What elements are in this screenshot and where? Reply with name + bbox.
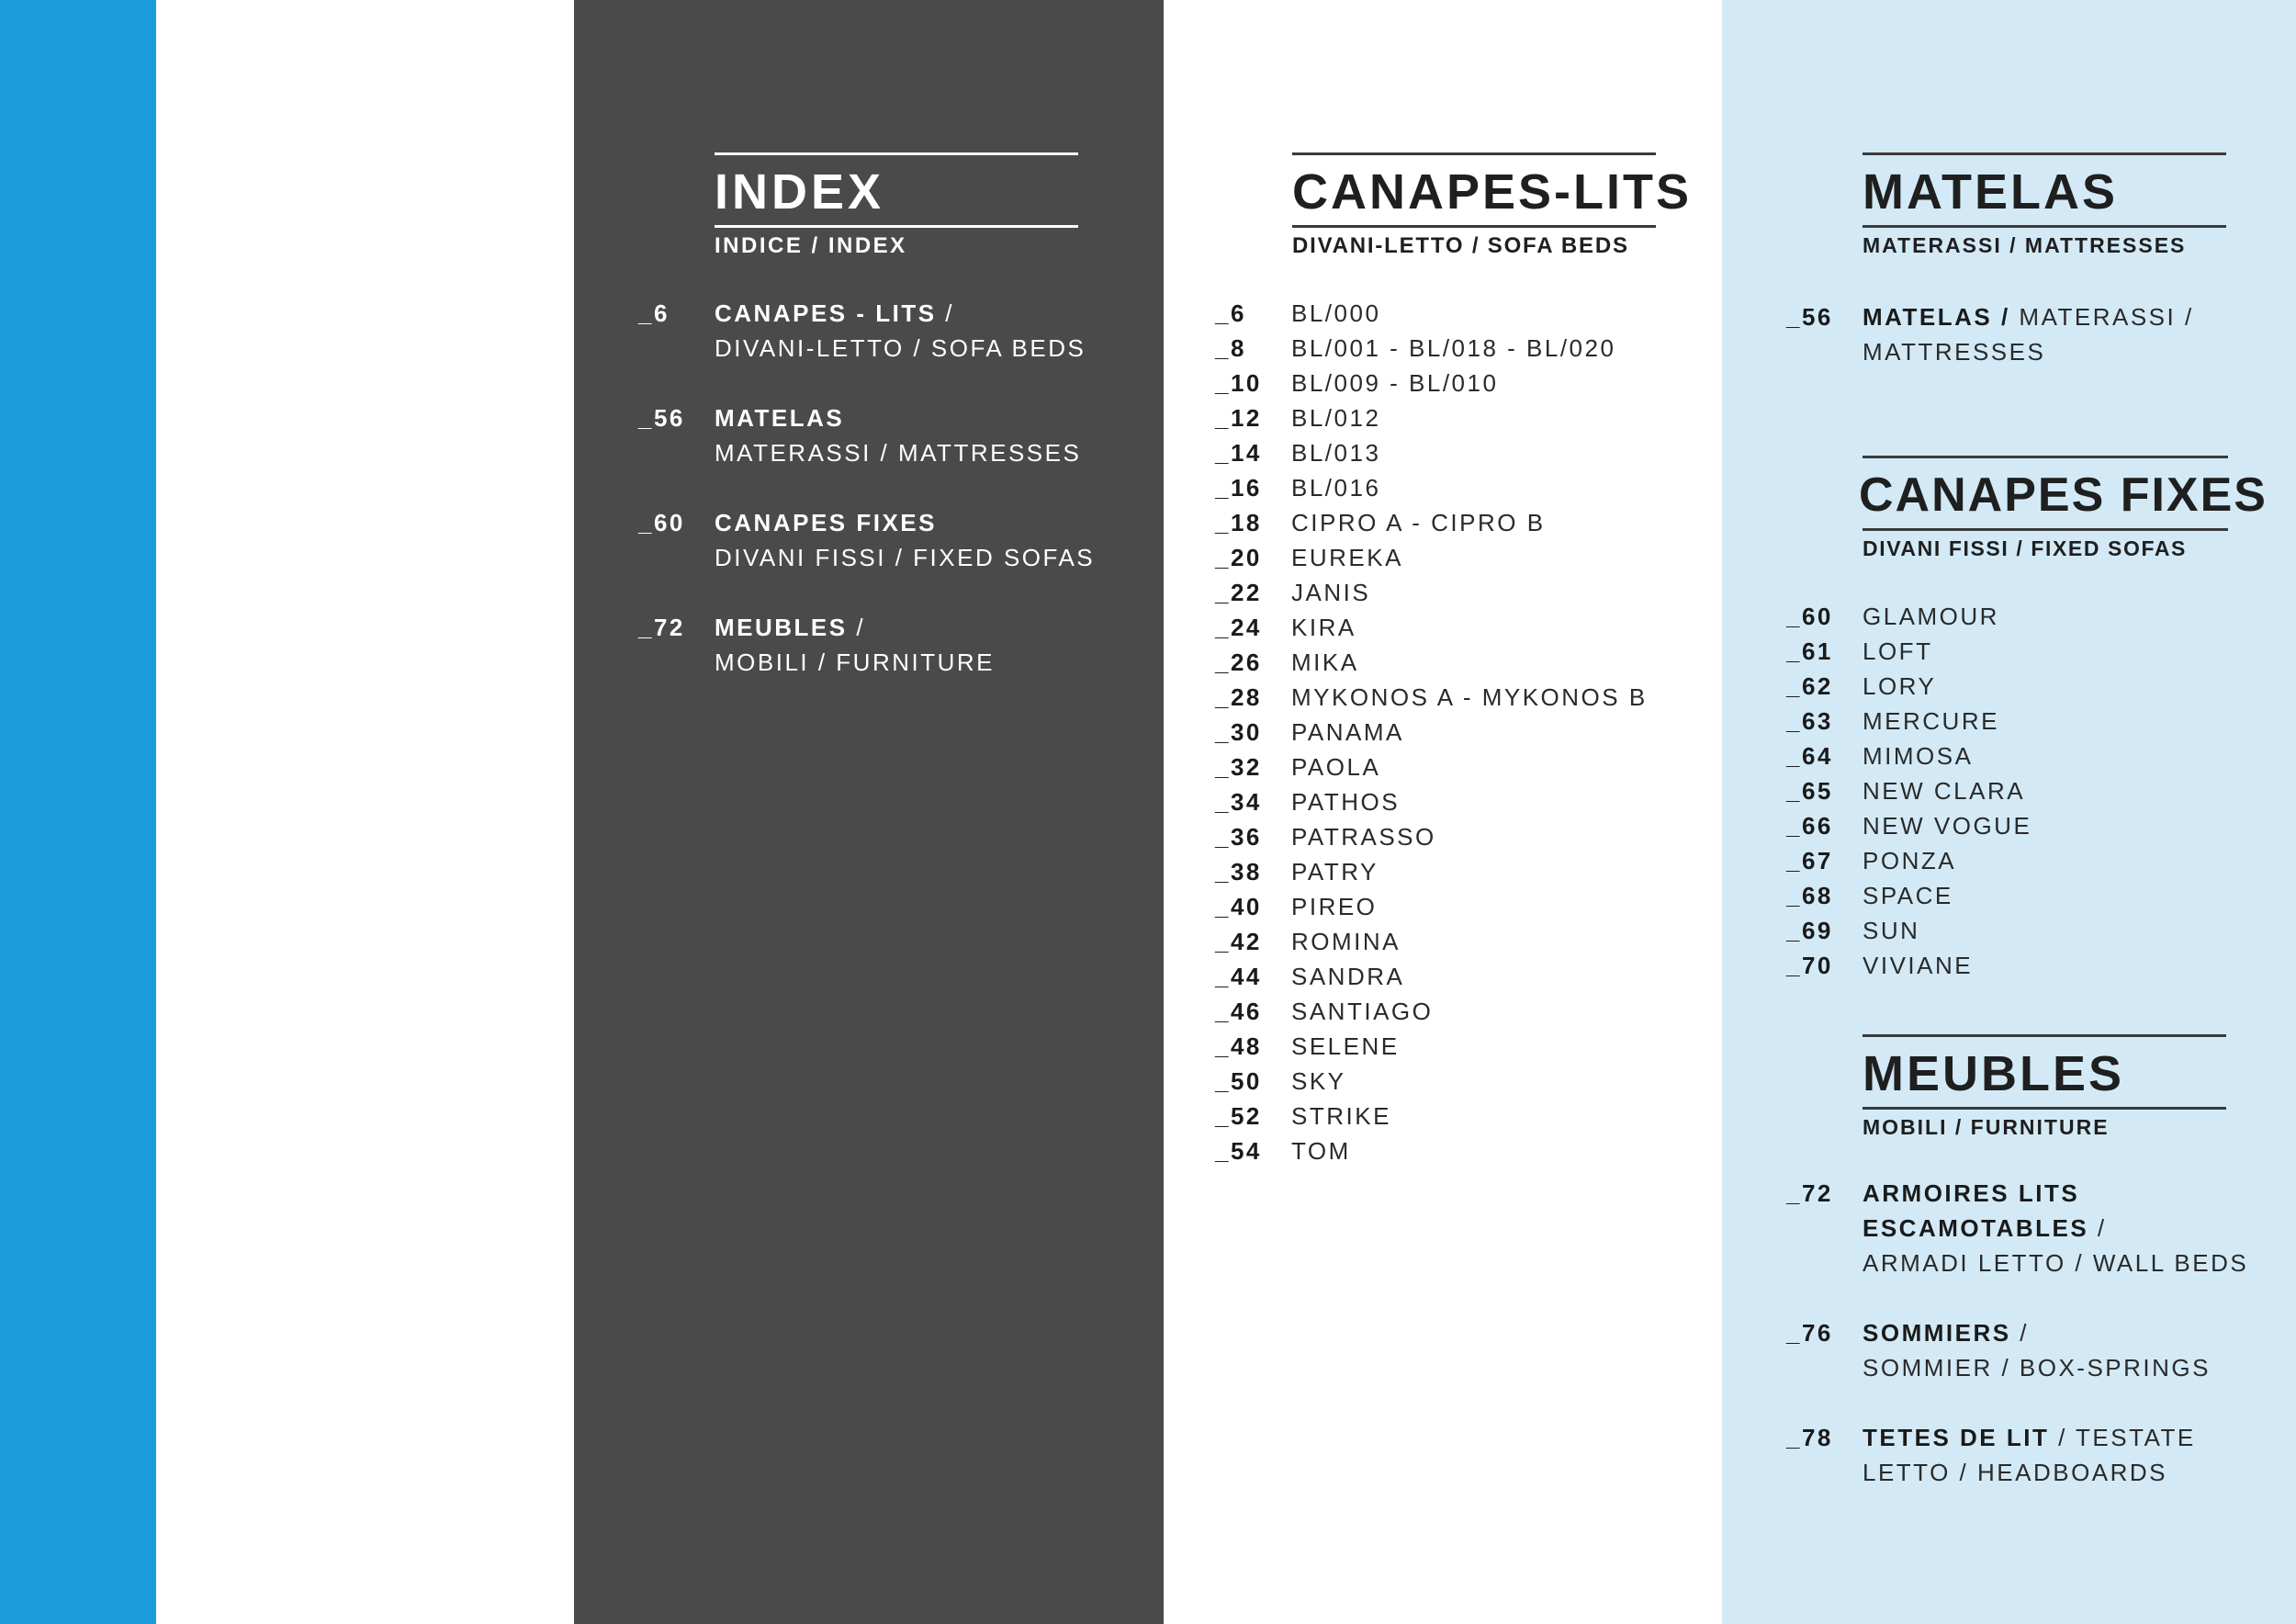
fixed-sofas-title: CANAPES FIXES (1859, 468, 2268, 522)
item-name: PATRY (1291, 858, 1379, 885)
page-number: _14 (1215, 439, 1262, 467)
header-rule (1292, 225, 1656, 228)
mattresses-entry[interactable] (1786, 299, 2273, 369)
item-name: SANTIAGO (1291, 998, 1434, 1025)
list-item[interactable] (1215, 750, 1716, 784)
item-name: SUN (1863, 917, 1920, 944)
entry-subtitle: DIVANI-LETTO / SOFA BEDS (715, 334, 1086, 362)
page-number: _6 (638, 299, 670, 327)
page-number: _61 (1786, 637, 1833, 665)
entry-subtitle: LETTO / HEADBOARDS (1863, 1459, 2168, 1486)
entry-title-continued: ESCAMOTABLES (1863, 1214, 2089, 1242)
mattresses-title: MATELAS (1863, 164, 2118, 220)
page-number: _36 (1215, 823, 1262, 851)
item-name: BL/016 (1291, 474, 1381, 502)
index-list (638, 296, 1153, 680)
page-number: _52 (1215, 1102, 1262, 1130)
white-band (156, 0, 574, 1624)
entry-subtitle: MATTRESSES (1863, 338, 2046, 366)
mattresses-header (1863, 152, 2226, 258)
page-number: _32 (1215, 753, 1262, 781)
header-rule (1863, 1034, 2226, 1037)
page-number: _22 (1215, 579, 1262, 606)
header-rule (1863, 152, 2226, 155)
page-number: _30 (1215, 718, 1262, 746)
item-name: MERCURE (1863, 707, 1999, 735)
item-name: PONZA (1863, 847, 1957, 874)
index-entry[interactable] (638, 610, 1153, 680)
item-name: BL/001 - BL/018 - BL/020 (1291, 334, 1616, 362)
page-number: _24 (1215, 614, 1262, 641)
entry-subtitle: MOBILI / FURNITURE (715, 648, 996, 676)
list-item[interactable] (1215, 400, 1716, 435)
page-number: _56 (638, 404, 685, 432)
furniture-header (1863, 1034, 2226, 1140)
page-number: _60 (638, 509, 685, 536)
entry-title: MATELAS / (1863, 303, 2010, 331)
list-item[interactable] (1786, 634, 2273, 669)
header-rule (1863, 528, 2228, 531)
page-number: _60 (1786, 603, 1833, 630)
page-number: _10 (1215, 369, 1262, 397)
furniture-entry[interactable] (1786, 1420, 2291, 1490)
mattresses-subtitle: MATERASSI / MATTRESSES (1863, 233, 2187, 257)
page-number: _66 (1786, 812, 1833, 840)
fixed-sofas-header (1859, 456, 2268, 561)
item-name: MIMOSA (1863, 742, 1974, 770)
item-name: BL/000 (1291, 299, 1381, 327)
list-item[interactable] (1786, 913, 2273, 948)
entry-title: MATELAS (715, 404, 845, 432)
header-rule (715, 225, 1078, 228)
list-item[interactable] (1215, 435, 1716, 470)
item-name: NEW CLARA (1863, 777, 2026, 805)
list-item[interactable] (1215, 1099, 1716, 1133)
item-name: BL/012 (1291, 404, 1381, 432)
list-item[interactable] (1215, 854, 1716, 889)
page-number: _50 (1215, 1067, 1262, 1095)
page-number: _72 (638, 614, 685, 641)
header-rule (715, 152, 1078, 155)
page-number: _65 (1786, 777, 1833, 805)
list-item[interactable] (1215, 645, 1716, 680)
item-name: CIPRO A - CIPRO B (1291, 509, 1546, 536)
mattresses-list (1786, 299, 2273, 369)
list-item[interactable] (1215, 924, 1716, 959)
index-header (715, 152, 1078, 259)
entry-title: MEUBLES (715, 614, 848, 641)
list-item[interactable] (1215, 819, 1716, 854)
list-item[interactable] (1786, 669, 2273, 704)
list-item[interactable] (1215, 680, 1716, 715)
list-item[interactable] (1215, 366, 1716, 400)
list-item[interactable] (1215, 296, 1716, 331)
list-item[interactable] (1215, 470, 1716, 505)
header-rule (1863, 1107, 2226, 1110)
item-name: PAOLA (1291, 753, 1381, 781)
list-item[interactable] (1786, 878, 2273, 913)
item-name: NEW VOGUE (1863, 812, 2032, 840)
furniture-subtitle: MOBILI / FURNITURE (1863, 1115, 2110, 1139)
item-name: SKY (1291, 1067, 1346, 1095)
page-number: _42 (1215, 928, 1262, 955)
item-name: MIKA (1291, 648, 1359, 676)
list-item[interactable] (1215, 505, 1716, 540)
entry-title: CANAPES FIXES (715, 509, 937, 536)
list-item[interactable] (1786, 599, 2273, 634)
list-item[interactable] (1215, 610, 1716, 645)
list-item[interactable] (1215, 889, 1716, 924)
index-entry[interactable] (638, 296, 1153, 366)
page-number: _46 (1215, 998, 1262, 1025)
page-number: _34 (1215, 788, 1262, 816)
item-name: MYKONOS A - MYKONOS B (1291, 683, 1648, 711)
fixed-sofas-subtitle: DIVANI FISSI / FIXED SOFAS (1863, 536, 2187, 560)
header-rule (1863, 456, 2228, 458)
list-item[interactable] (1215, 715, 1716, 750)
list-item[interactable] (1215, 994, 1716, 1029)
list-item[interactable] (1786, 739, 2273, 773)
page-number: _76 (1786, 1319, 1833, 1347)
list-item[interactable] (1215, 1064, 1716, 1099)
index-entry[interactable] (638, 400, 1153, 470)
item-name: PATHOS (1291, 788, 1401, 816)
entry-separator: / (847, 614, 866, 641)
item-name: BL/009 - BL/010 (1291, 369, 1499, 397)
entry-subtitle: ARMADI LETTO / WALL BEDS (1863, 1249, 2249, 1277)
page-number: _28 (1215, 683, 1262, 711)
page-number: _16 (1215, 474, 1262, 502)
entry-subtitle: MATERASSI / MATTRESSES (715, 439, 1082, 467)
page-number: _18 (1215, 509, 1262, 536)
item-name: TOM (1291, 1137, 1351, 1165)
list-item[interactable] (1215, 1133, 1716, 1168)
index-entry[interactable] (638, 505, 1153, 575)
sofa-beds-header (1292, 152, 1693, 259)
entry-title: SOMMIERS (1863, 1319, 2011, 1347)
page-number: _26 (1215, 648, 1262, 676)
entry-text: MATERASSI / (2009, 303, 2194, 331)
page-number: _40 (1215, 893, 1262, 920)
item-name: GLAMOUR (1863, 603, 1999, 630)
list-item[interactable] (1215, 959, 1716, 994)
entry-subtitle: SOMMIER / BOX-SPRINGS (1863, 1354, 2211, 1382)
furniture-list (1786, 1176, 2291, 1490)
entry-separator: / (2010, 1319, 2030, 1347)
sofa-beds-list (1215, 296, 1716, 1168)
index-title: INDEX (715, 164, 885, 220)
list-item[interactable] (1215, 1029, 1716, 1064)
item-name: STRIKE (1291, 1102, 1391, 1130)
item-name: BL/013 (1291, 439, 1381, 467)
page-number: _56 (1786, 303, 1833, 331)
furniture-title: MEUBLES (1863, 1046, 2125, 1101)
page-number: _44 (1215, 963, 1262, 990)
page-number: _64 (1786, 742, 1833, 770)
page-number: _20 (1215, 544, 1262, 571)
page-number: _12 (1215, 404, 1262, 432)
entry-title: ARMOIRES LITS (1863, 1179, 2080, 1207)
furniture-entry[interactable] (1786, 1315, 2291, 1385)
list-item[interactable] (1786, 843, 2273, 878)
item-name: VIVIANE (1863, 952, 1974, 979)
sofa-beds-title: CANAPES-LITS (1292, 164, 1693, 220)
page-number: _68 (1786, 882, 1833, 909)
index-subtitle: INDICE / INDEX (715, 233, 907, 258)
list-item[interactable] (1215, 540, 1716, 575)
page-number: _67 (1786, 847, 1833, 874)
item-name: SPACE (1863, 882, 1953, 909)
item-name: SELENE (1291, 1032, 1400, 1060)
list-item[interactable] (1215, 575, 1716, 610)
list-item[interactable] (1215, 331, 1716, 366)
item-name: LOFT (1863, 637, 1933, 665)
item-name: JANIS (1291, 579, 1371, 606)
list-item[interactable] (1786, 704, 2273, 739)
item-name: EUREKA (1291, 544, 1403, 571)
list-item[interactable] (1786, 773, 2273, 808)
item-name: PANAMA (1291, 718, 1404, 746)
fixed-sofas-list (1786, 599, 2273, 983)
page-number: _70 (1786, 952, 1833, 979)
blue-side-band (0, 0, 156, 1624)
list-item[interactable] (1786, 948, 2273, 983)
item-name: PATRASSO (1291, 823, 1436, 851)
entry-separator: / (936, 299, 955, 327)
page-number: _69 (1786, 917, 1833, 944)
item-name: KIRA (1291, 614, 1356, 641)
item-name: LORY (1863, 672, 1937, 700)
list-item[interactable] (1786, 808, 2273, 843)
entry-separator: / (2088, 1214, 2107, 1242)
item-name: ROMINA (1291, 928, 1401, 955)
entry-text: / TESTATE (2049, 1424, 2196, 1451)
page-number: _48 (1215, 1032, 1262, 1060)
item-name: PIREO (1291, 893, 1378, 920)
page-number: _8 (1215, 334, 1246, 362)
header-rule (1292, 152, 1656, 155)
entry-subtitle: DIVANI FISSI / FIXED SOFAS (715, 544, 1096, 571)
page-number: _78 (1786, 1424, 1833, 1451)
page-number: _62 (1786, 672, 1833, 700)
page-number: _54 (1215, 1137, 1262, 1165)
entry-title: CANAPES - LITS (715, 299, 937, 327)
list-item[interactable] (1215, 784, 1716, 819)
page-number: _63 (1786, 707, 1833, 735)
page-number: _72 (1786, 1179, 1833, 1207)
page-number: _38 (1215, 858, 1262, 885)
entry-title: TETES DE LIT (1863, 1424, 2050, 1451)
item-name: SANDRA (1291, 963, 1405, 990)
header-rule (1863, 225, 2226, 228)
sofa-beds-subtitle: DIVANI-LETTO / SOFA BEDS (1292, 233, 1629, 258)
furniture-entry[interactable] (1786, 1176, 2291, 1280)
page-number: _6 (1215, 299, 1246, 327)
